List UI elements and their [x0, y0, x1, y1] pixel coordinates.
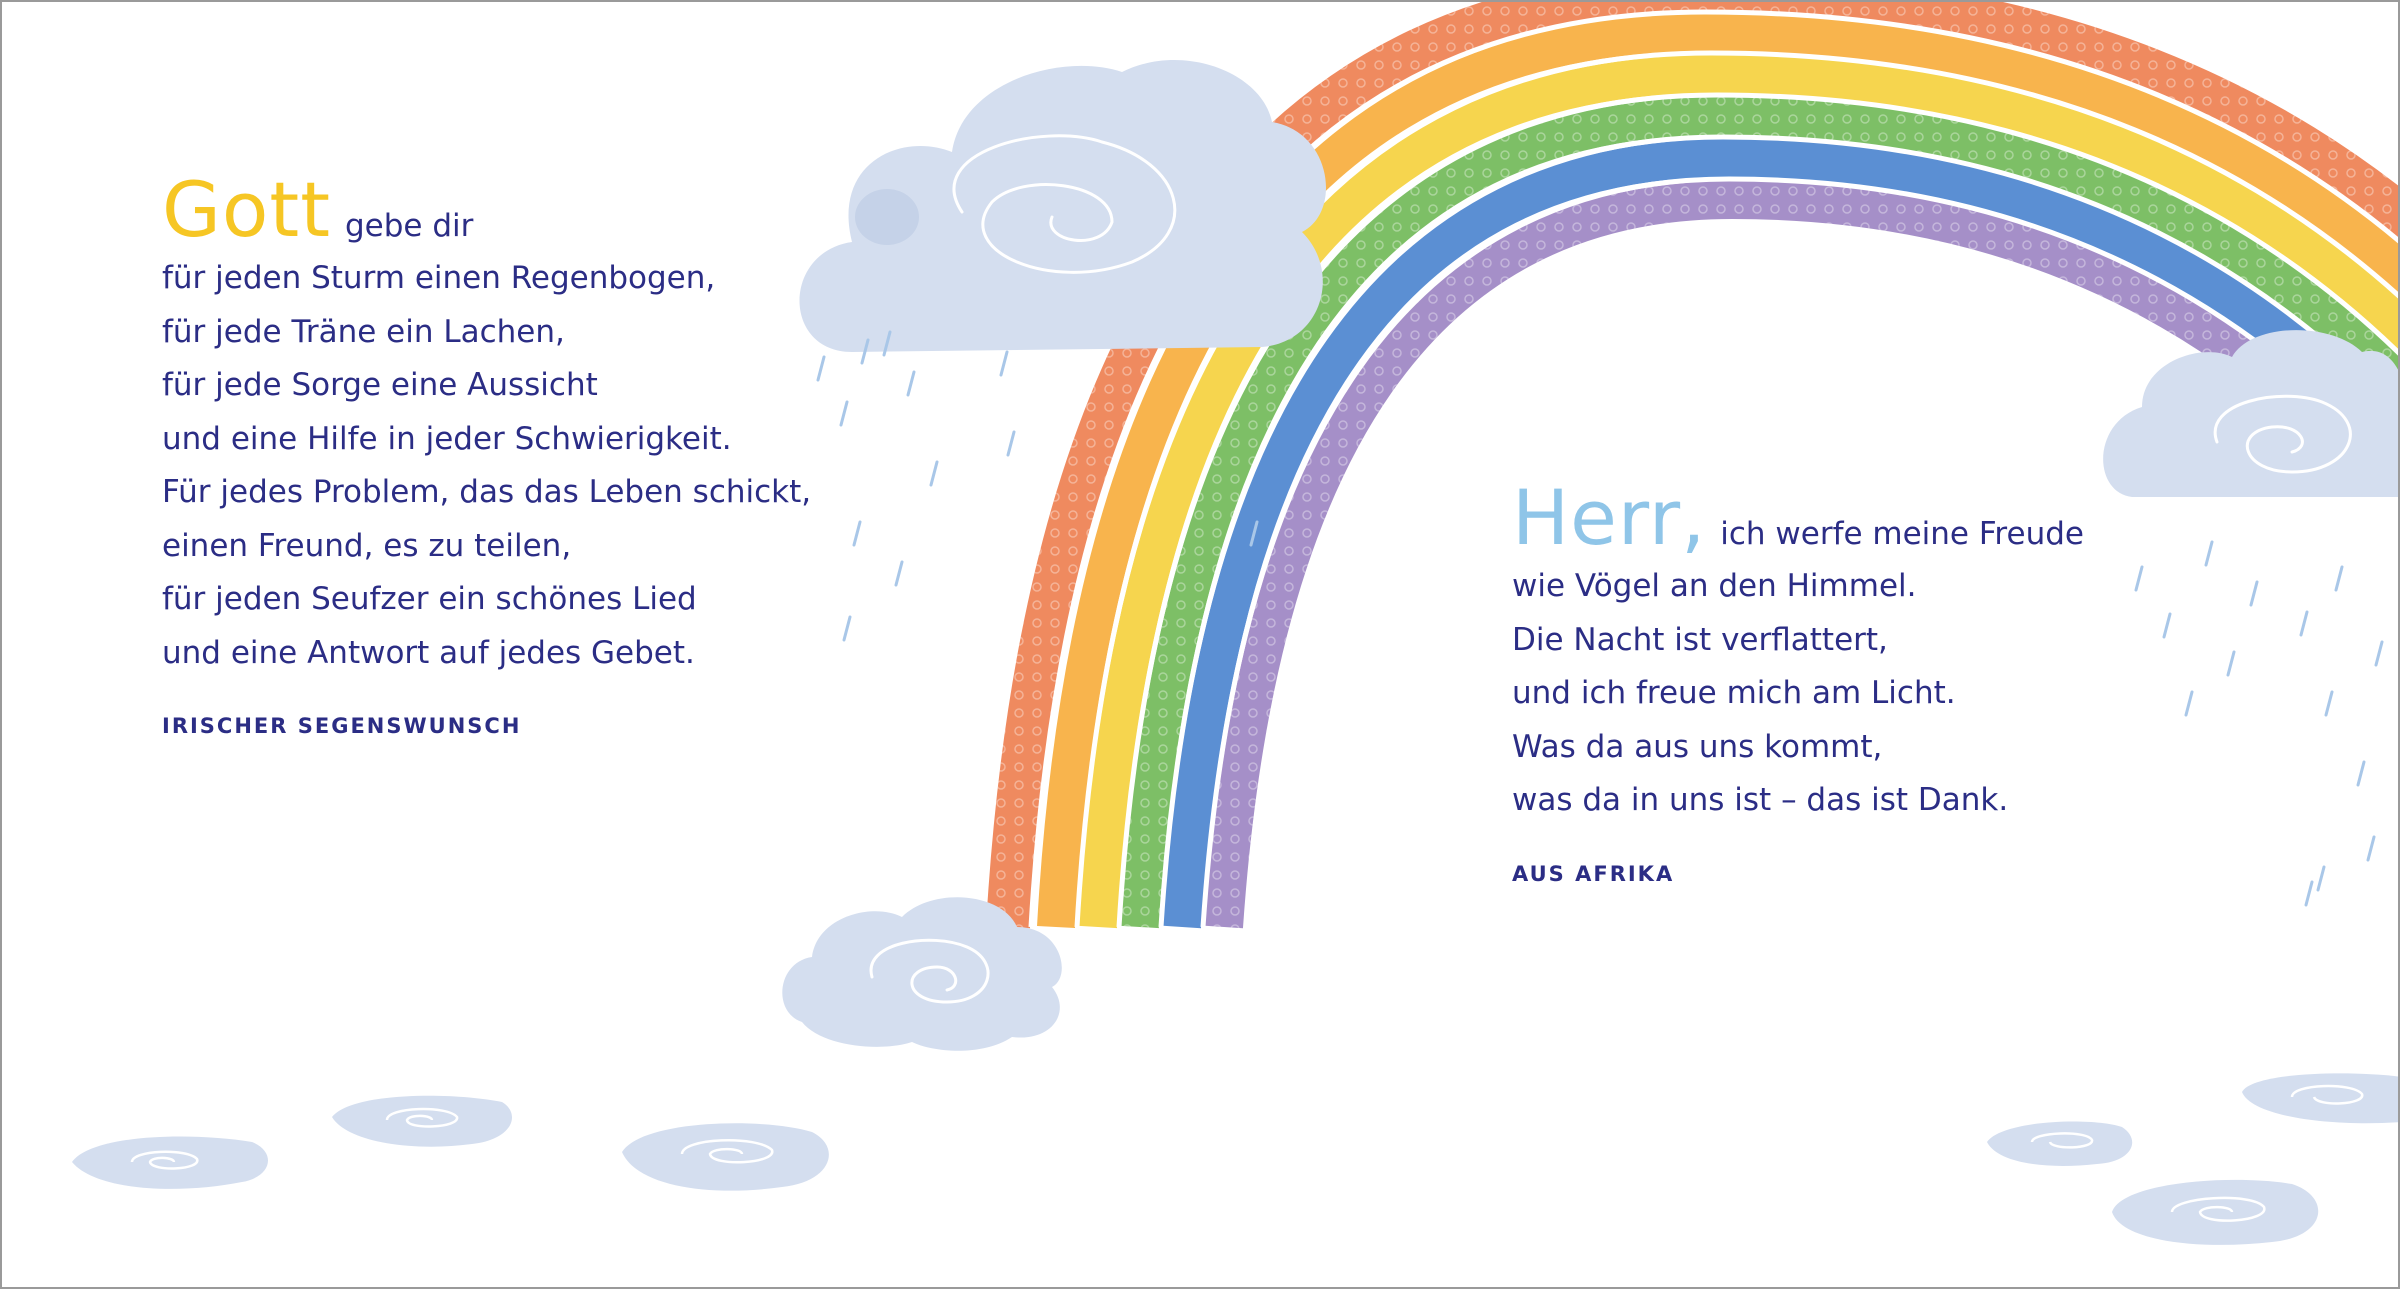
- rain-icon: [2136, 542, 2382, 905]
- poem-line: einen Freund, es zu teilen,: [162, 527, 572, 564]
- poem-lines: [162, 252, 811, 680]
- poem-line: und ich freue mich am Licht.: [1512, 675, 1956, 711]
- cloud-icon: [800, 60, 1327, 352]
- poem-line: und eine Hilfe in jeder Schwierigkeit.: [162, 420, 732, 457]
- poem-line: und eine Antwort auf jedes Gebet.: [162, 634, 695, 671]
- poem-source: IRISCHER SEGENSWUNSCH: [162, 714, 522, 738]
- poem-first-line-text: gebe dir: [345, 208, 474, 244]
- poem-first-line: [162, 165, 811, 254]
- poem-lines: [1512, 560, 2084, 828]
- puddle-icon: [72, 1073, 2398, 1245]
- poem-line: Was da aus uns kommt,: [1512, 728, 1883, 765]
- cloud-icon: [2103, 330, 2398, 497]
- poem-source: AUS AFRIKA: [1512, 861, 1675, 886]
- poem-irish-blessing: [162, 165, 812, 738]
- poem-initial-word: Gott: [162, 165, 331, 254]
- poem-line: für jede Träne ein Lachen,: [162, 313, 565, 350]
- poem-line: wie Vögel an den Himmel.: [1512, 568, 1917, 604]
- poem-line: für jeden Sturm einen Regenbogen,: [162, 260, 716, 296]
- poem-first-line-text: ich werfe meine Freude: [1720, 516, 2084, 552]
- poem-initial-word: Herr,: [1512, 473, 1707, 562]
- poem-african-prayer: [1512, 473, 2084, 886]
- poem-line: Die Nacht ist verflattert,: [1512, 621, 1888, 658]
- poem-first-line: [1512, 473, 2084, 562]
- poem-line: für jede Sorge eine Aussicht: [162, 367, 598, 403]
- poem-line: was da in uns ist – das ist Dank.: [1512, 782, 2009, 818]
- poem-line: für jeden Seufzer ein schönes Lied: [162, 581, 697, 617]
- poem-line: Für jedes Problem, das das Leben schickt,: [162, 474, 812, 510]
